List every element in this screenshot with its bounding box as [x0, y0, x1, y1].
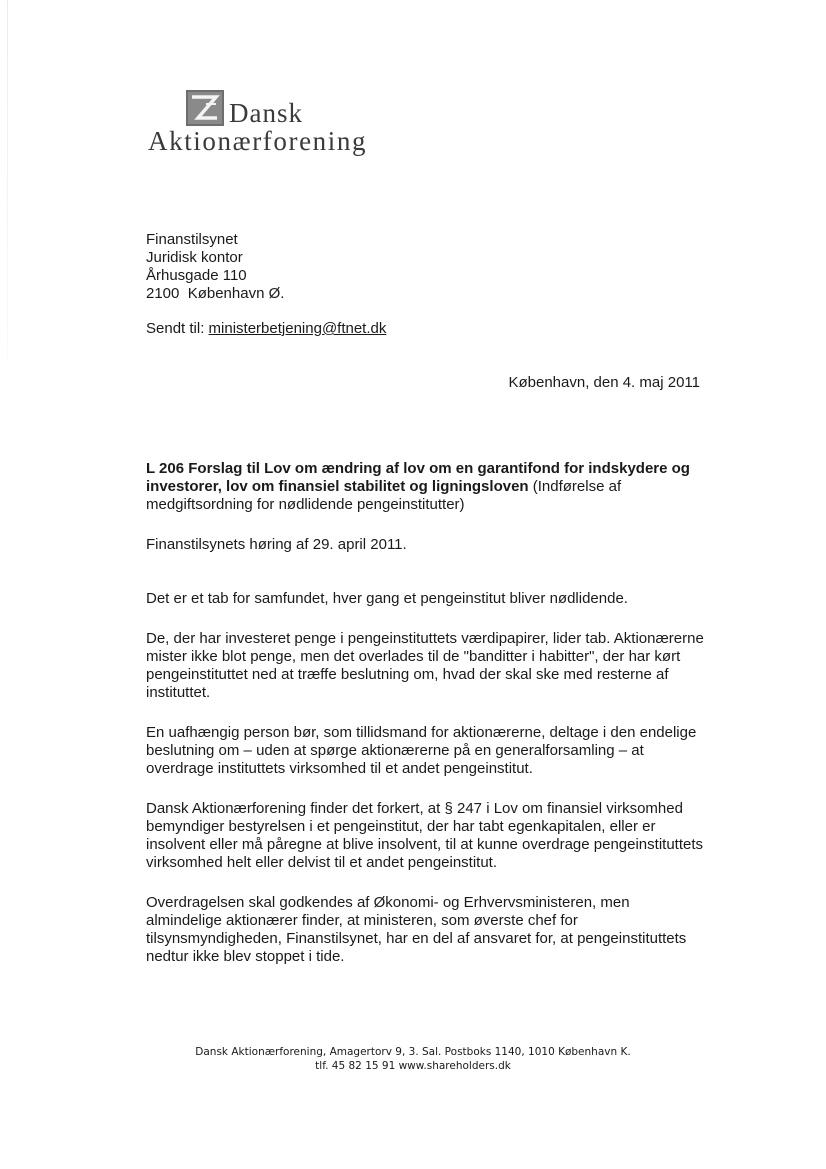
subject-normal: (Indførelse af medgiftsordning for nødlidende pengeinstitutter)	[146, 478, 622, 513]
letter-body	[146, 460, 706, 988]
address-line: Århusgade 110	[146, 267, 247, 284]
subject-bold: L 206 Forslag til Lov om ændring af lov om en garantifond for indskydere og investorer, lov om finansiel stabilitet og ligningsloven	[146, 460, 690, 495]
body-paragraph: En uafhængig person bør, som tillidsmand for aktionærerne, deltage i den endelige beslutning om – uden at spørge aktionærerne på en generalforsamling – at overdrage instituttets virksomhed til et andet pengeinstitut.	[146, 724, 697, 777]
hearing-line: Finanstilsynets høring af 29. april 2011.	[146, 536, 407, 553]
footer-contact: tlf. 45 82 15 91 www.shareholders.dk	[315, 1060, 511, 1072]
body-paragraph: Det er et tab for samfundet, hver gang et pengeinstitut bliver nødlidende.	[146, 590, 628, 607]
address-line: 2100 København Ø.	[146, 285, 285, 302]
logo-word-aktionaerforening: Aktionærforening	[148, 126, 368, 156]
scan-edge	[7, 0, 8, 360]
email-link[interactable]: ministerbetjening@ftnet.dk	[208, 320, 387, 337]
sent-to-label: Sendt til:	[146, 320, 209, 337]
recipient-address	[146, 231, 284, 303]
logo-word-dansk: Dansk	[229, 98, 303, 128]
sent-to-line	[146, 320, 386, 337]
address-line: Juridisk kontor	[146, 249, 243, 266]
address-line: Finanstilsynet	[146, 231, 238, 248]
body-paragraph: De, der har investeret penge i pengeinstituttets værdipapirer, lider tab. Aktionærerne mister ikke blot penge, men det overlades til de "banditter i habitter", der har kørt pengeinstituttet ned at træffe beslutning om, hvad der skal ske med resterne af instituttet.	[146, 630, 704, 701]
footer-address: Dansk Aktionærforening, Amagertorv 9, 3. Sal. Postboks 1140, 1010 København K.	[195, 1046, 631, 1058]
body-paragraph: Dansk Aktionærforening finder det forkert, at § 247 i Lov om finansiel virksomhed bemyndiger bestyrelsen i et pengeinstitut, der har tabt egenkapitalen, eller er insolvent eller må påregne at blive insolvent, til at kunne overdrage pengeinstituttets virksomhed helt eller delvist til et andet pengeinstitut.	[146, 800, 703, 871]
subject-heading	[146, 460, 706, 514]
date-line: København, den 4. maj 2011	[508, 374, 700, 391]
body-paragraph: Overdragelsen skal godkendes af Økonomi- og Erhvervsministeren, men almindelige aktionærer finder, at ministeren, som øverste chef for tilsynsmyndigheden, Finanstilsynet, har en del af ansvaret for, at pengeinstituttets nedtur ikke blev stoppet i tide.	[146, 894, 687, 965]
stylized-z-logo-icon	[186, 90, 224, 126]
organization-logo	[148, 88, 368, 158]
page-footer	[0, 1045, 826, 1073]
